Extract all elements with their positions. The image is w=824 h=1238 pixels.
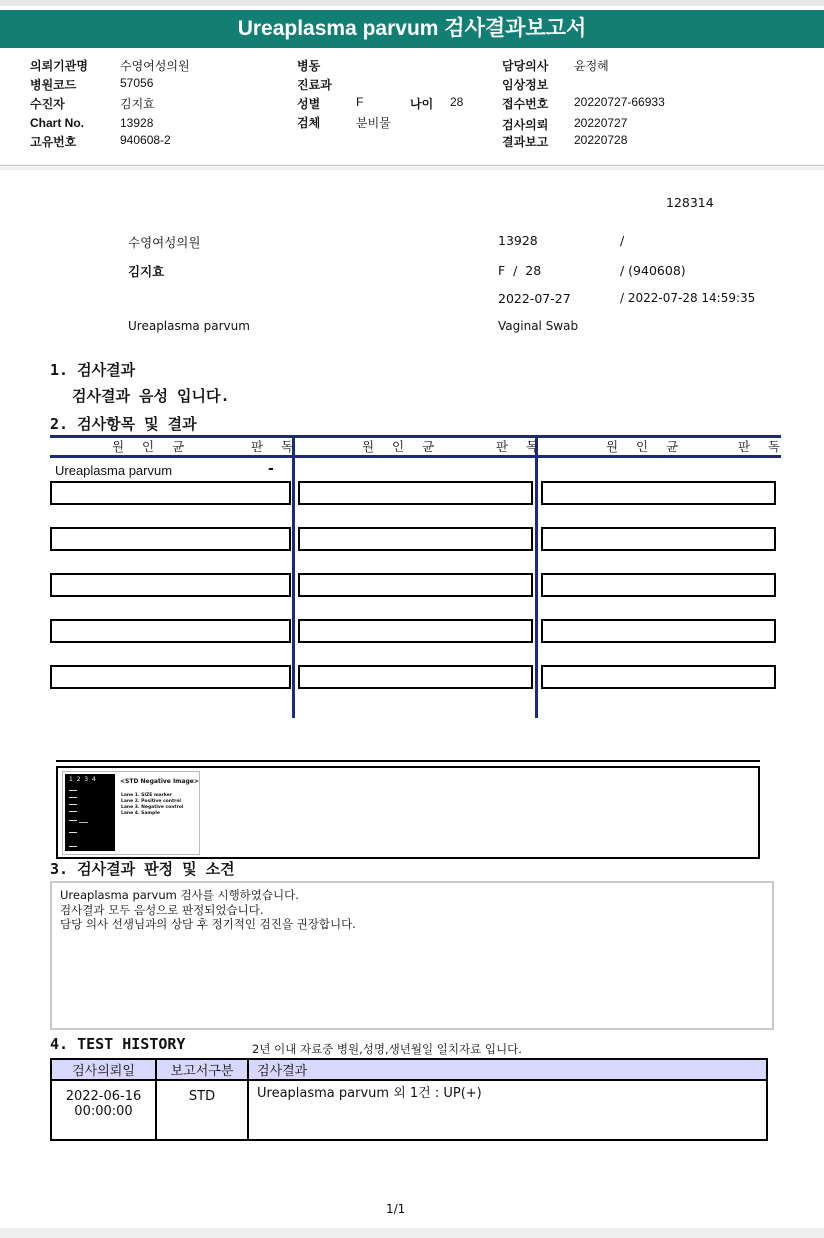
result-reading: -	[268, 461, 274, 477]
gel-band	[69, 811, 77, 812]
header-label: Chart No.	[30, 116, 84, 130]
header-label-specimen: 검체	[297, 116, 321, 130]
history-header-result: 검사결과	[248, 1059, 767, 1080]
header-label: 의뢰기관명	[30, 59, 88, 73]
summary-slash: /	[620, 233, 625, 248]
history-time: 00:00:00	[74, 1104, 133, 1119]
header-value-unique-no: 940608-2	[120, 133, 171, 147]
summary-request-date: 2022-07-27	[498, 291, 571, 306]
history-header-date: 검사의뢰일	[51, 1059, 156, 1080]
gel-image	[62, 771, 200, 855]
header-label: 임상정보	[502, 78, 549, 92]
gel-title: <STD Negative Image>	[120, 778, 199, 785]
header-label: 수진자	[30, 97, 65, 111]
gel-band	[69, 832, 77, 833]
opinion-line: 검사결과 모두 음성으로 판정되었습니다.	[60, 902, 264, 917]
header-label: 고유번호	[30, 135, 77, 149]
result-cell-empty	[50, 481, 291, 505]
opinion-text	[60, 888, 356, 932]
result-cell-empty	[541, 573, 776, 597]
header-value-hospital-code: 57056	[120, 76, 154, 90]
section-2-title: 2. 검사항목 및 결과	[50, 415, 197, 433]
result-cell-empty	[50, 527, 291, 551]
report-title: Ureaplasma parvum 검사결과보고서	[0, 10, 824, 48]
header-label-age: 나이	[410, 97, 434, 111]
table-column-divider	[535, 435, 538, 718]
gel-band-positive	[79, 822, 88, 823]
section-4-note: 2년 이내 자료중 병원,성명,생년월일 일치자료 입니다.	[252, 1042, 522, 1056]
header-value-receipt-no: 20220727-66933	[574, 95, 665, 109]
result-cell-empty	[298, 619, 533, 643]
gel-legend-item: Lane 1. SIZE marker	[121, 793, 173, 798]
header-label: 접수번호	[502, 97, 549, 111]
result-cell-empty	[541, 665, 776, 689]
column-header-reading: 판 독	[496, 439, 546, 454]
header-value-request-date: 20220727	[574, 116, 628, 130]
header-value-report-date: 20220728	[574, 133, 628, 147]
header-value-clinic: 수영여성의원	[120, 59, 190, 73]
gel-band	[69, 790, 77, 791]
opinion-line: Ureaplasma parvum 검사를 시행하였습니다.	[60, 888, 299, 902]
column-header-pathogen: 원 인 균	[606, 439, 686, 454]
summary-sex-age: F / 28	[498, 263, 542, 278]
section-3-title: 3. 검사결과 판정 및 소견	[50, 860, 235, 878]
history-type: STD	[156, 1080, 248, 1140]
footer-strip	[0, 1228, 824, 1238]
page-number: 1/1	[386, 1202, 406, 1216]
section-1-title: 1. 검사결과	[50, 361, 136, 379]
history-header-type: 보고서구분	[156, 1059, 248, 1080]
gel-legend-item: Lane 2. Positive control	[121, 799, 181, 804]
summary-patient: 김지효	[128, 264, 165, 279]
top-strip	[0, 0, 824, 6]
result-pathogen-name: Ureaplasma parvum	[55, 463, 173, 478]
column-header-reading: 판 독	[251, 439, 301, 454]
gel-legend-item: Lane 4. Sample	[121, 811, 160, 816]
table-header-rule	[50, 455, 781, 458]
summary-code: 128314	[666, 195, 714, 210]
summary-chart: 13928	[498, 233, 538, 248]
summary-report-datetime: / 2022-07-28 14:59:35	[620, 291, 756, 305]
gel-image-dark	[65, 774, 115, 851]
result-cell-empty	[541, 619, 776, 643]
result-cell-empty	[50, 619, 291, 643]
column-header-reading: 판 독	[738, 439, 788, 454]
gel-legend-item: Lane 3. Negative control	[121, 805, 184, 810]
header-value-patient: 김지효	[120, 97, 155, 111]
table-row	[51, 1080, 767, 1140]
gel-divider-line	[56, 760, 760, 762]
result-cell-empty	[298, 573, 533, 597]
result-cell-empty	[298, 665, 533, 689]
gel-lane-numbers: 1 2 3 4	[69, 776, 96, 783]
summary-birth: / (940608)	[620, 263, 686, 278]
summary-test: Ureaplasma parvum	[128, 319, 250, 333]
result-cell-empty	[50, 665, 291, 689]
header-divider	[0, 165, 824, 166]
gel-band	[69, 846, 77, 847]
header-label: 병원코드	[30, 78, 77, 92]
header-divider-shadow	[0, 167, 824, 170]
header-value-sex: F	[356, 95, 364, 109]
section-4-title: 4. TEST HISTORY	[50, 1035, 186, 1053]
history-date: 2022-06-16	[65, 1089, 142, 1104]
header-label: 담당의사	[502, 59, 549, 73]
column-header-pathogen: 원 인 균	[112, 439, 192, 454]
history-date-cell	[51, 1080, 156, 1140]
result-cell-empty	[298, 527, 533, 551]
header-value-chart-no: 13928	[120, 116, 154, 130]
summary-specimen: Vaginal Swab	[498, 319, 579, 333]
result-cell-empty	[541, 481, 776, 505]
history-result: Ureaplasma parvum 외 1건 : UP(+)	[248, 1080, 767, 1140]
header-label-ward: 병동	[297, 59, 321, 73]
header-label: 결과보고	[502, 135, 549, 149]
history-table	[50, 1058, 768, 1141]
header-value-doctor: 윤정혜	[574, 59, 609, 73]
gel-band	[69, 820, 77, 821]
gel-band	[69, 797, 77, 798]
table-column-divider	[292, 435, 295, 718]
result-cell-empty	[541, 527, 776, 551]
header-label-sex: 성별	[297, 97, 321, 111]
history-header-row	[51, 1059, 767, 1080]
header-label-dept: 진료과	[297, 78, 332, 92]
result-cell-empty	[298, 481, 533, 505]
header-value-specimen: 분비물	[356, 116, 391, 130]
result-cell-empty	[50, 573, 291, 597]
header-value-age: 28	[450, 95, 464, 109]
gel-band	[69, 804, 77, 805]
column-header-pathogen: 원 인 균	[362, 439, 442, 454]
section-1-result: 검사결과 음성 입니다.	[72, 387, 230, 405]
summary-clinic: 수영여성의원	[128, 235, 201, 250]
header-label: 검사의뢰	[502, 118, 549, 132]
opinion-line: 담당 의사 선생님과의 상담 후 정기적인 검진을 권장합니다.	[60, 917, 356, 931]
